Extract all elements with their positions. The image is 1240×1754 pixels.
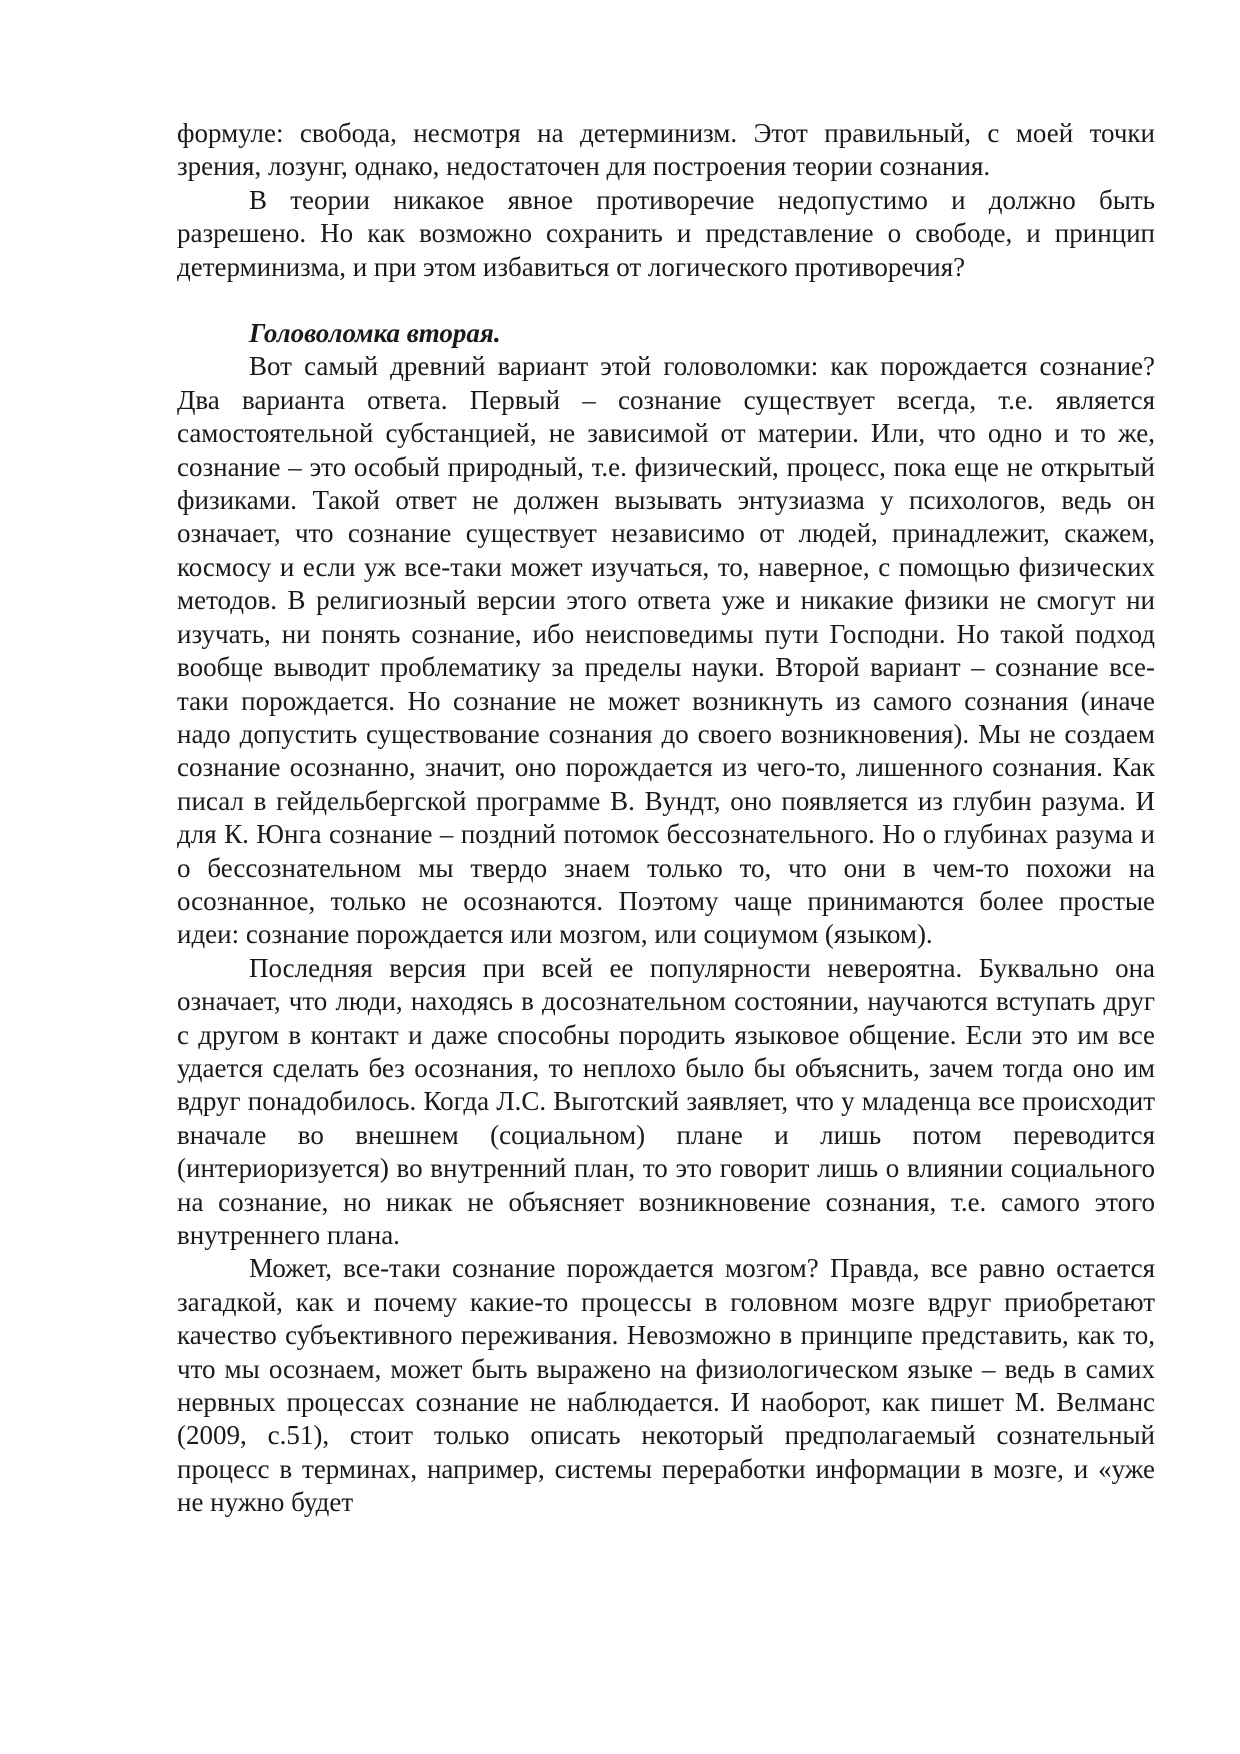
document-page — [177, 117, 1155, 1520]
paragraph-theory-contradiction: В теории никакое явное противоречие недопустимо и должно быть разрешено. Но как возможно сохранить и представление о свободе, и принцип детерминизма, и при этом избавиться от логического противоречия? — [177, 184, 1155, 282]
paragraph-brain-version: Может, все-таки сознание порождается мозгом? Правда, все равно остается загадкой, как и почему какие-то процессы в головном мозге вдруг приобретают качество субъективного переживания. Невозможно в принципе представить, как то, что мы осознаем, может быть выражено на физиологическом языке – ведь в самих нервных процессах сознание не наблюдается. И наоборот, как пишет М. Велманс (2009, с.51), стоит только описать некоторый предполагаемый сознательный процесс в терминах, например, системы переработки информации в мозге, и «уже не нужно будет — [177, 1253, 1155, 1518]
section-heading: Головоломка вторая. — [249, 318, 501, 349]
paragraph-origin-of-consciousness: Вот самый древний вариант этой головоломки: как порождается сознание? Два варианта ответа. Первый – сознание существует всегда, т.е. является самостоятельной субстанцией, не зависимой от материи. Или, что одно и то же, сознание – это особый природный, т.е. физический, процесс, пока еще не открытый физиками. Такой ответ не должен вызывать энтузиазма у психологов, ведь он означает, что сознание существует независимо от людей, принадлежит, скажем, космосу и если уж все-таки может изучаться, то, наверное, с помощью физических методов. В религиозный версии этого ответа уже и никакие физики не смогут ни изучать, ни понять сознание, ибо неисповедимы пути Господни. Но такой подход вообще выводит проблематику за пределы науки. Второй вариант – сознание все-таки порождается. Но сознание не может возникнуть из самого сознания (иначе надо допустить существование сознания до своего возникновения). Мы не создаем сознание осознанно, значит, оно порождается из чего-то, лишенного сознания. Как писал в гейдельбергской программе В. Вундт, оно появляется из глубин разума. И для К. Юнга сознание – поздний потомок бессознательного. Но о глубинах разума и о бессознательном мы твердо знаем только то, что они в чем-то похожи на осознанное, только не осознаются. Поэтому чаще принимаются более простые идеи: сознание порождается или мозгом, или социумом (языком). — [177, 351, 1155, 950]
paragraph-social-version: Последняя версия при всей ее популярности невероятна. Буквально она означает, что люди, находясь в досознательном состоянии, научаются вступать друг с другом в контакт и даже способны породить языковое общение. Если это им все удается сделать без осознания, то неплохо было бы объяснить, зачем тогда оно им вдруг понадобилось. Когда Л.С. Выготский заявляет, что у младенца все происходит вначале во внешнем (социальном) плане и лишь потом переводится (интериоризуется) во внутренний план, то это говорит лишь о влиянии социального на сознание, но никак не объясняет возникновение сознания, т.е. самого этого внутреннего плана. — [177, 952, 1155, 1250]
paragraph-continuation: формуле: свобода, несмотря на детерминизм. Этот правильный, с моей точки зрения, лозунг, однако, недостаточен для построения теории сознания. — [177, 118, 1155, 182]
